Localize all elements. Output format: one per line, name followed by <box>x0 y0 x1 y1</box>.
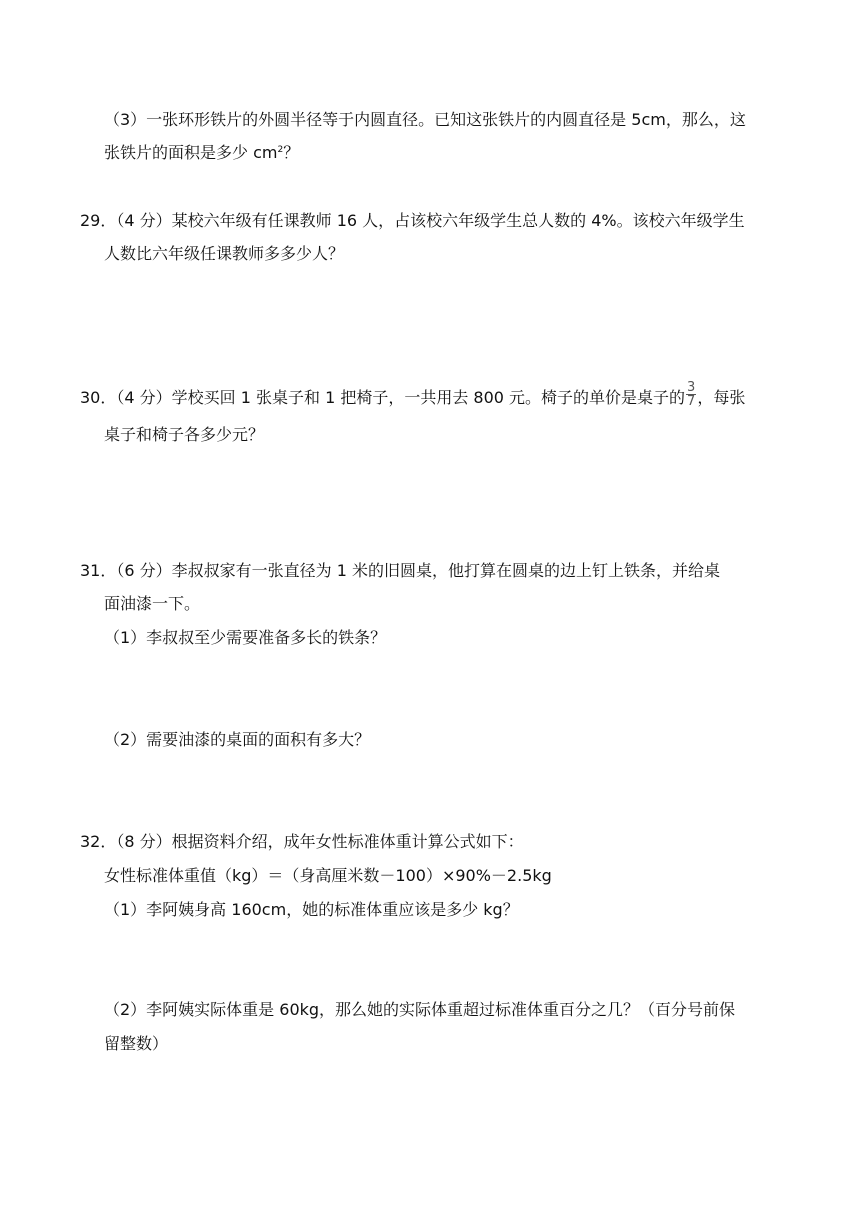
q28-part3-line2 <box>104 143 299 163</box>
q31-part2: （2）需要油漆的桌面的面积有多大？ <box>104 730 371 749</box>
q28-part3-line1: （3）一张环形铁片的外圆半径等于内圆直径。已知这张铁片的内圆直径是 5cm，那么，这 <box>104 110 746 129</box>
q30-line1 <box>80 380 746 412</box>
squared-superscript: 2 <box>277 145 284 155</box>
q28-part3-line2-text: 张铁片的面积是多少 cm <box>104 143 278 162</box>
q30-line1-text: 30．（4 分）学校买回 1 张桌子和 1 把椅子，一共用去 800 元。椅子的单价是桌子的 <box>80 388 686 407</box>
q30-line2: 桌子和椅子各多少元？ <box>104 425 265 444</box>
q31-part1: （1）李叔叔至少需要准备多长的铁条？ <box>104 628 387 647</box>
q32-line1: 32．（8 分）根据资料介绍，成年女性标准体重计算公式如下： <box>80 832 524 851</box>
q32-formula: 女性标准体重值（kg）＝（身高厘米数－100）×90%－2.5kg <box>104 866 552 885</box>
q32-part2-line2: 留整数） <box>104 1034 169 1053</box>
q29-line2: 人数比六年级任课教师多多少人？ <box>104 244 345 263</box>
fraction-numerator: 3 <box>687 380 696 395</box>
q32-part1: （1）李阿姨身高 160cm，她的标准体重应该是多少 kg？ <box>104 900 519 919</box>
q28-part3-line2-end: ？ <box>283 143 300 162</box>
fraction-three-sevenths <box>686 381 696 408</box>
fraction-denominator: 7 <box>687 394 696 409</box>
q30-line1-end: ，每张 <box>697 388 746 407</box>
q31-line1: 31．（6 分）李叔叔家有一张直径为 1 米的旧圆桌，他打算在圆桌的边上钉上铁条，并给桌 <box>80 561 720 580</box>
q29-line1: 29．（4 分）某校六年级有任课教师 16 人，占该校六年级学生总人数的 4%。该校六年级学生 <box>80 211 745 230</box>
q32-part2-line1: （2）李阿姨实际体重是 60kg，那么她的实际体重超过标准体重百分之几？（百分号前保 <box>104 1000 736 1019</box>
q31-line2: 面油漆一下。 <box>104 594 201 613</box>
